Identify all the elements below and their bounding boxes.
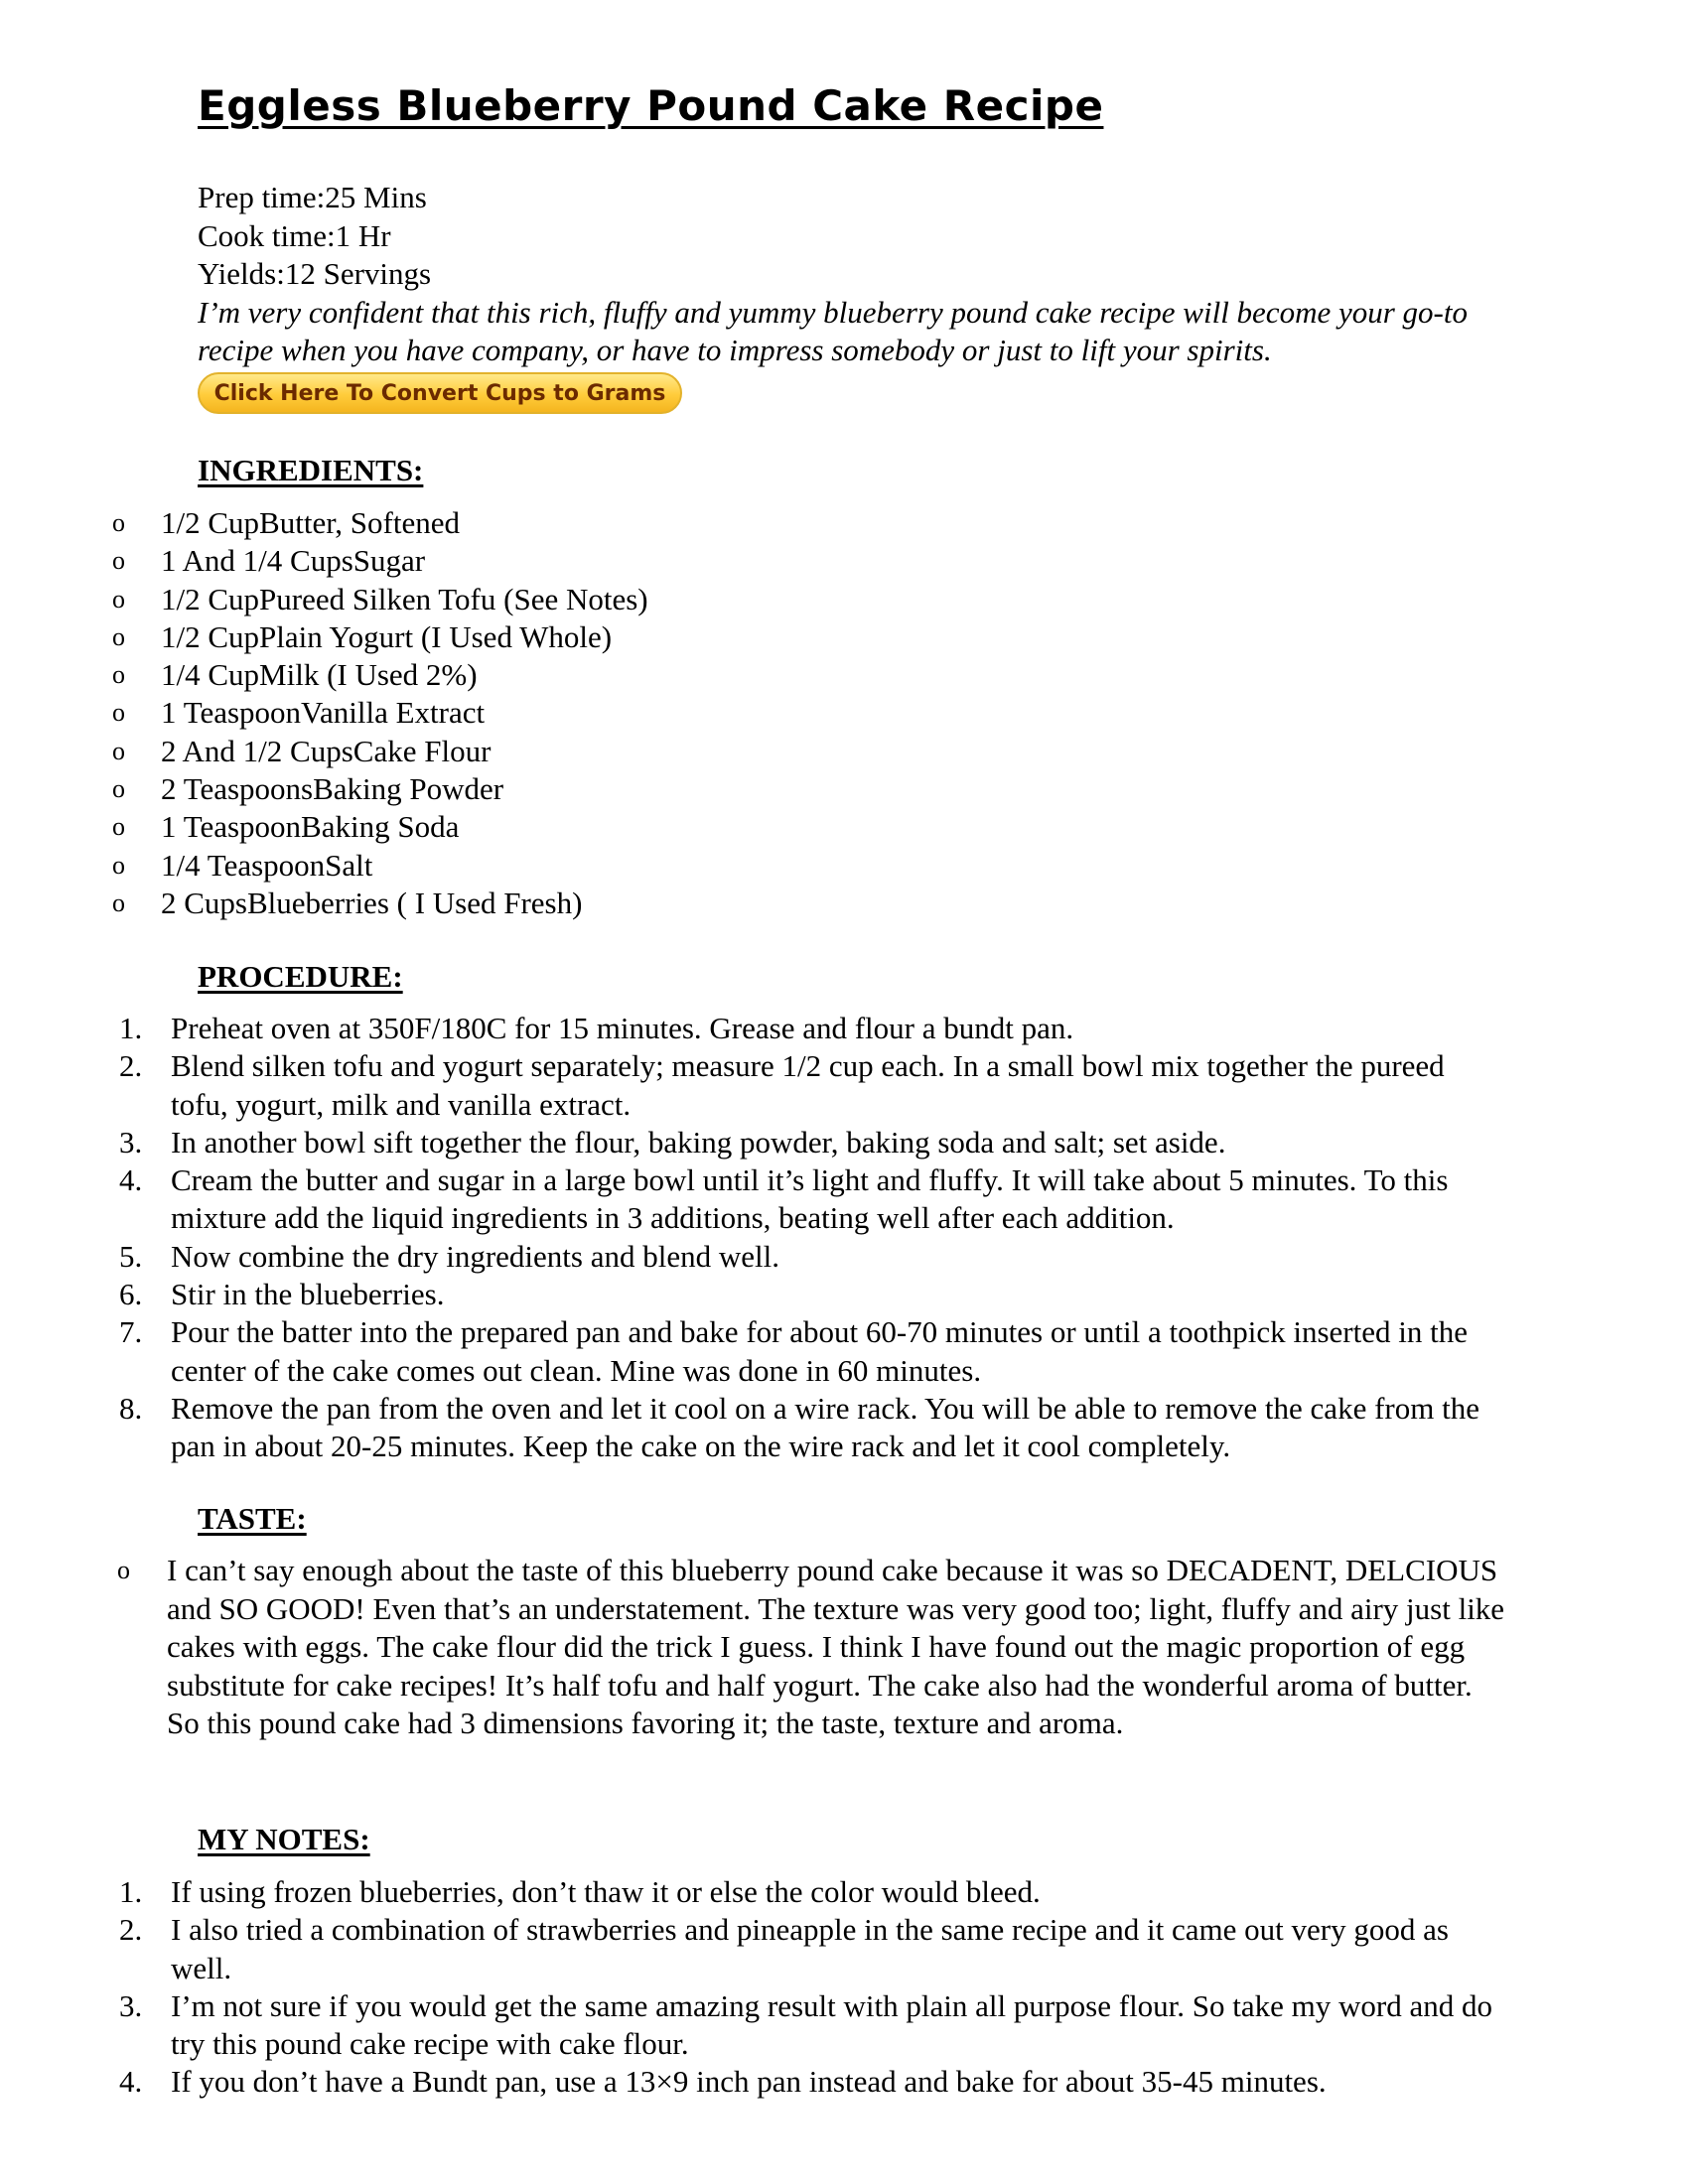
ingredients-heading: INGREDIENTS: [198,453,424,487]
step-text: Blend silken tofu and yogurt separately; measure 1/2 cup each. In a small bowl mix together the pureed tofu, yogurt, milk and vanilla extract. [171,1048,1445,1122]
ingredient-text: 1 TeaspoonVanilla Extract [161,695,486,731]
bullet-marker: o [112,621,125,651]
ingredient-text: 1/2 CupPureed Silken Tofu (See Notes) [161,581,648,616]
ingredient-item [0,885,1549,922]
bullet-marker: o [112,887,125,917]
bullet-marker: o [112,698,125,728]
taste-heading: TASTE: [198,1501,307,1536]
ingredient-item [0,808,1549,846]
recipe-meta [198,179,1508,370]
bullet-marker: o [112,850,125,880]
notes-list [0,1873,1509,2102]
note-item [0,1911,1509,1987]
note-item [0,2063,1509,2101]
note-text: I also tried a combination of strawberries and pineapple in the same recipe and it came out very good as well. [171,1912,1449,1985]
ingredient-item [0,504,1549,542]
step-text: Remove the pan from the oven and let it cool on a wire rack. You will be able to remove the cake from the pan in about 20-25 minutes. Keep the cake on the wire rack and let it cool completely. [171,1390,1479,1464]
ingredient-item [0,733,1549,770]
step-number: 5. [119,1238,143,1274]
step-text: Now combine the dry ingredients and blend well. [171,1238,779,1274]
note-number: 3. [119,1987,143,2023]
step-text: Stir in the blueberries. [171,1277,445,1312]
ingredient-text: 1/4 CupMilk (I Used 2%) [161,657,478,693]
note-number: 1. [119,1874,143,1909]
ingredient-item [0,656,1549,694]
step-number: 8. [119,1390,143,1426]
note-item [0,1987,1509,2064]
step-text: Preheat oven at 350F/180C for 15 minutes. Grease and flour a bundt pan. [171,1011,1074,1045]
step-number: 6. [119,1277,143,1312]
bullet-marker: o [112,546,125,576]
page-title: Eggless Blueberry Pound Cake Recipe [198,81,1104,130]
taste-item [0,1552,1509,1743]
step-number: 1. [119,1011,143,1045]
procedure-step [0,1313,1509,1390]
ingredient-item [0,581,1549,618]
ingredient-text: 1/2 CupButter, Softened [161,505,460,540]
step-text: Cream the butter and sugar in a large bowl until it’s light and fluffy. It will take about 5 minutes. To this mixture add the liquid ingredients in 3 additions, beating well after each addition. [171,1162,1449,1236]
bullet-marker: o [112,774,125,804]
procedure-step [0,1047,1509,1124]
ingredient-text: 2 And 1/2 CupsCake Flour [161,733,492,768]
bullet-marker: o [112,812,125,842]
procedure-step [0,1390,1509,1466]
convert-cups-to-grams-button[interactable]: Click Here To Convert Cups to Grams [198,372,682,414]
step-number: 4. [119,1162,143,1198]
ingredient-text: 1/2 CupPlain Yogurt (I Used Whole) [161,618,613,654]
notes-heading: MY NOTES: [198,1822,370,1856]
ingredient-item [0,618,1549,656]
step-text: Pour the batter into the prepared pan and bake for about 60-70 minutes or until a toothpick inserted in the center of the cake comes out clean. Mine was done in 60 minutes. [171,1314,1468,1388]
procedure-step [0,1010,1509,1047]
taste-list [0,1552,1509,1743]
yields: Yields:12 Servings [198,256,432,291]
procedure-step [0,1124,1509,1161]
note-number: 2. [119,1912,143,1948]
procedure-step [0,1161,1509,1238]
note-number: 4. [119,2064,143,2100]
procedure-heading: PROCEDURE: [198,959,403,994]
step-number: 7. [119,1314,143,1350]
note-text: I’m not sure if you would get the same amazing result with plain all purpose flour. So take my word and do try this pound cake recipe with cake flour. [171,1987,1493,2062]
intro-text: I’m very confident that this rich, fluffy and yummy blueberry pound cake recipe will become your go-to recipe when you have company, or have to impress somebody or just to lift your spirits. [198,294,1468,367]
bullet-marker: o [112,660,125,690]
note-text: If you don’t have a Bundt pan, use a 13×9 inch pan instead and bake for about 35-45 minutes. [171,2064,1327,2100]
note-text: If using frozen blueberries, don’t thaw it or else the color would bleed. [171,1874,1041,1909]
step-text: In another bowl sift together the flour, baking powder, baking soda and salt; set aside. [171,1124,1226,1160]
ingredient-text: 1 TeaspoonBaking Soda [161,809,460,845]
bullet-marker: o [112,508,125,537]
procedure-list [0,1010,1509,1466]
ingredient-item [0,770,1549,808]
ingredient-item [0,847,1549,885]
ingredient-text: 2 CupsBlueberries ( I Used Fresh) [161,885,583,920]
ingredient-text: 2 TeaspoonsBaking Powder [161,771,504,807]
ingredient-item [0,694,1549,732]
step-number: 2. [119,1048,143,1084]
taste-text: I can’t say enough about the taste of this blueberry pound cake because it was so DECADENT, DELCIOUS and SO GOOD! Even that’s an understatement. The texture was very good too; light, fluffy and airy just like cakes with eggs. The cake flour did the trick I guess. I think I have found out the magic proportion of egg substitute for cake recipes! It’s half tofu and half yogurt. The cake also had the wonderful aroma of butter. So this pound cake had 3 dimensions favoring it; the taste, texture and aroma. [167,1553,1505,1740]
step-number: 3. [119,1124,143,1160]
note-item [0,1873,1509,1911]
procedure-step [0,1238,1509,1276]
ingredient-text: 1 And 1/4 CupsSugar [161,543,426,579]
bullet-marker: o [112,584,125,614]
bullet-marker: o [117,1556,130,1584]
prep-time: Prep time:25 Mins [198,180,427,214]
procedure-step [0,1276,1509,1313]
ingredient-item [0,542,1549,580]
ingredients-list [0,504,1549,922]
ingredient-text: 1/4 TeaspoonSalt [161,847,373,883]
cook-time: Cook time:1 Hr [198,217,391,253]
bullet-marker: o [112,736,125,765]
